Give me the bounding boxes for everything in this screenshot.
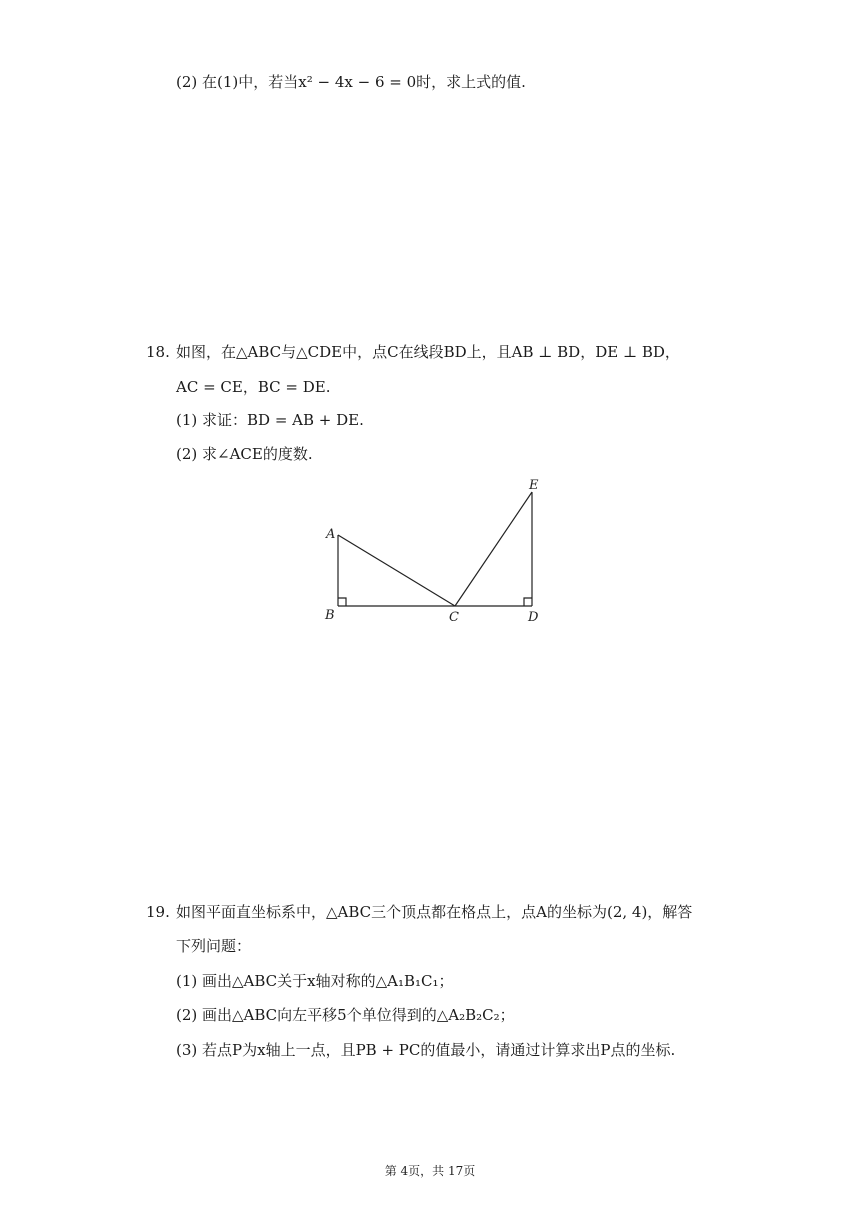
label-c: C: [449, 610, 459, 625]
label-b: B: [325, 608, 335, 623]
right-angle-mark-d: [524, 598, 532, 606]
q19-part2: (2) 画出△ABC向左平移5个单位得到的△A₂B₂C₂；: [176, 1006, 515, 1024]
q17-part2: (2) 在(1)中，若当x² − 4x − 6 = 0时，求上式的值.: [176, 73, 526, 91]
label-a: A: [326, 527, 336, 542]
q19-line1: 如图平面直坐标系中，△ABC三个顶点都在格点上，点A的坐标为(2, 4)，解答: [176, 903, 693, 921]
label-d: D: [528, 610, 539, 625]
geometry-figure: [320, 474, 550, 626]
segment-ac: [338, 535, 455, 606]
page-footer: 第 4页，共 17页: [384, 1164, 476, 1178]
q18-line2: AC = CE，BC = DE.: [176, 378, 331, 396]
q19-line2: 下列问题：: [176, 937, 252, 955]
q18-number: 18.: [146, 343, 170, 361]
label-e: E: [529, 478, 539, 493]
q19-number: 19.: [146, 903, 170, 921]
q19-part3: (3) 若点P为x轴上一点，且PB + PC的值最小，请通过计算求出P点的坐标.: [176, 1041, 676, 1059]
q18-line1: 如图，在△ABC与△CDE中，点C在线段BD上，且AB ⊥ BD，DE ⊥ BD，: [176, 343, 680, 361]
q18-part1: (1) 求证：BD = AB + DE.: [176, 411, 364, 429]
q19-part1: (1) 画出△ABC关于x轴对称的△A₁B₁C₁；: [176, 972, 454, 990]
right-angle-mark-b: [338, 598, 346, 606]
q18-part2: (2) 求∠ACE的度数.: [176, 445, 313, 463]
segment-ce: [455, 492, 532, 606]
